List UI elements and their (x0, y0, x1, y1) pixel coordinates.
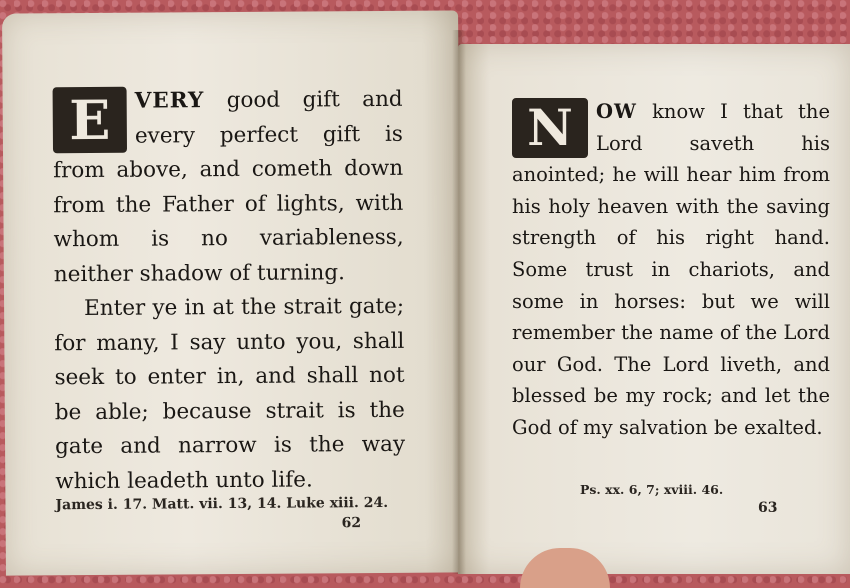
first-word: VERY (134, 88, 205, 114)
paragraph: know I that the Lord saveth his anointed; he will hear him from his holy heaven with the saving strength of his right hand. Some trust in chariots, and some in horses: but we will remember the name of the Lord our God. The Lord liveth, and blessed be my rock; and let the God of my salvation be exalted. (512, 100, 830, 439)
paragraph-2: Enter ye in at the strait gate; for many, I say unto you, shall seek to enter in, and shall not be able; because strait is the gate and narrow is the way which leadeth unto life. (54, 293, 406, 494)
left-page-text (53, 83, 406, 499)
paragraph-1: good gift and every perfect gift is from above, and cometh down from the Father of lights, with whom is no variableness, neither shadow of turning. (53, 86, 404, 287)
scripture-reference: James i. 17. Matt. vii. 13, 14. Luke xiii. 24. (55, 494, 389, 514)
scripture-reference: Ps. xx. 6, 7; xviii. 46. (580, 482, 724, 497)
page-number: 62 (341, 515, 362, 532)
page-number: 63 (758, 500, 778, 516)
first-word: OW (596, 100, 637, 123)
book-gutter (452, 30, 466, 574)
right-page-text (512, 96, 830, 444)
ornamental-dropcap-n: N (512, 98, 588, 158)
right-page (458, 44, 850, 574)
ornamental-dropcap-e: E (53, 87, 127, 154)
left-page (2, 10, 462, 575)
